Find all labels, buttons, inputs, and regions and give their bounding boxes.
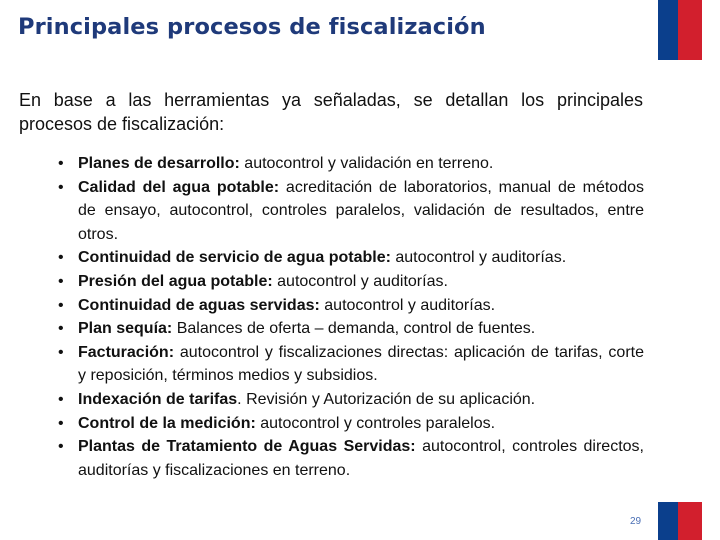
bullet-icon: • bbox=[58, 178, 64, 196]
list-item bbox=[58, 176, 644, 247]
list-item bbox=[58, 294, 644, 318]
item-heading: Continuidad de aguas servidas: bbox=[78, 296, 320, 314]
item-heading: Facturación: bbox=[78, 343, 175, 361]
item-text: autocontrol y auditorías. bbox=[390, 249, 567, 267]
item-text: autocontrol y auditorías. bbox=[272, 272, 448, 290]
item-text: autocontrol y validación en terreno. bbox=[239, 155, 494, 172]
list-item bbox=[58, 270, 644, 294]
page-number: 29 bbox=[630, 516, 642, 527]
item-text: Balances de oferta – demanda, control de fuentes. bbox=[172, 320, 536, 338]
process-list bbox=[58, 152, 644, 482]
item-text: . Revisión y Autorización de su aplicación. bbox=[237, 390, 536, 408]
item-heading: Planes de desarrollo: bbox=[78, 155, 240, 172]
item-heading: Plan sequía: bbox=[78, 320, 173, 338]
red-stripe bbox=[678, 0, 702, 60]
list-item bbox=[58, 412, 644, 436]
blue-stripe bbox=[658, 0, 678, 60]
item-heading: Presión del agua potable: bbox=[78, 272, 273, 290]
bullet-icon: • bbox=[58, 390, 64, 408]
list-item bbox=[58, 341, 644, 388]
bullet-icon: • bbox=[58, 438, 64, 456]
flag-stripe-bottom-decoration bbox=[658, 502, 702, 540]
item-text: autocontrol y controles paralelos. bbox=[255, 414, 496, 432]
bullet-icon: • bbox=[58, 272, 64, 290]
slide-title: Principales procesos de fiscalización bbox=[18, 14, 486, 40]
item-text: acreditación de laboratorios, manual de métodos de ensayo, autocontrol, controles paralelos, validación de resultados, entre otros. bbox=[78, 178, 644, 243]
bullet-icon: • bbox=[58, 320, 64, 338]
item-heading: Indexación de tarifas bbox=[78, 390, 238, 408]
bullet-icon: • bbox=[58, 414, 64, 432]
list-item bbox=[58, 317, 644, 341]
bullet-icon: • bbox=[58, 296, 64, 314]
item-text: autocontrol, controles directos, auditorías y fiscalizaciones en terreno. bbox=[78, 438, 644, 479]
blue-stripe bbox=[658, 502, 678, 540]
flag-stripe-top-decoration bbox=[658, 0, 702, 60]
item-text: autocontrol y auditorías. bbox=[319, 296, 496, 314]
list-item bbox=[58, 152, 644, 176]
list-item bbox=[58, 246, 644, 270]
bullet-icon: • bbox=[58, 343, 64, 361]
intro-paragraph: En base a las herramientas ya señaladas, se detallan los principales procesos de fiscalización: bbox=[19, 90, 643, 134]
item-text: autocontrol y fiscalizaciones directas: aplicación de tarifas, corte y reposición, términos medios y subsidios. bbox=[78, 343, 644, 385]
red-stripe bbox=[678, 502, 702, 540]
list-item bbox=[58, 435, 644, 482]
bullet-icon: • bbox=[58, 155, 64, 172]
item-heading: Continuidad de servicio de agua potable: bbox=[78, 249, 391, 267]
item-heading: Plantas de Tratamiento de Aguas Servidas: bbox=[78, 438, 416, 456]
item-heading: Calidad del agua potable: bbox=[78, 178, 280, 196]
bullet-icon: • bbox=[58, 249, 64, 267]
list-item bbox=[58, 388, 644, 412]
item-heading: Control de la medición: bbox=[78, 414, 256, 432]
